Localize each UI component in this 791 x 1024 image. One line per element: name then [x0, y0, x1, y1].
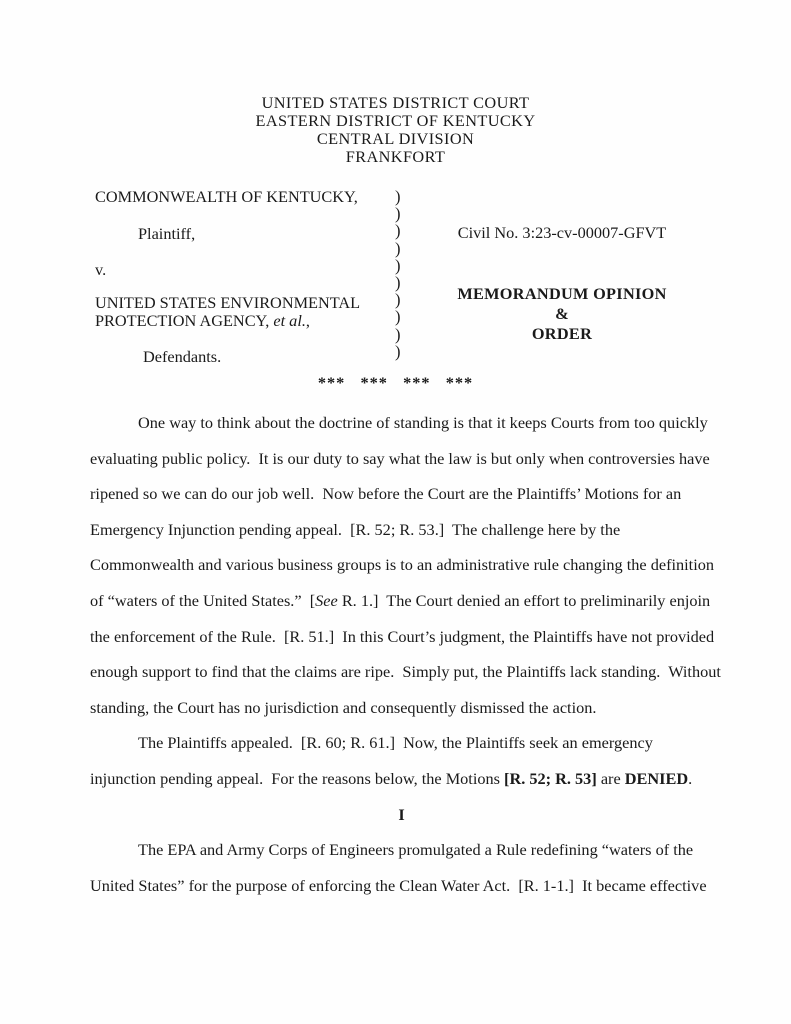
- opinion-body: [90, 405, 721, 903]
- text-segment: [R. 52; R. 53]: [504, 768, 597, 788]
- text-segment: injunction pending appeal. For the reasons below, the Motions: [90, 768, 505, 788]
- caption-right-column: [423, 188, 701, 366]
- case-caption: [95, 188, 701, 366]
- caption-paren: ): [395, 272, 401, 292]
- text-segment: enough support to find that the claims are ripe. Simply put, the Plaintiffs lack standing. Without: [90, 662, 721, 682]
- document-title-line: &: [555, 303, 569, 323]
- text-segment: .: [688, 768, 693, 788]
- document-title-line: ORDER: [531, 323, 593, 343]
- plaintiff-role: Plaintiff,: [138, 223, 196, 243]
- caption-paren: ): [395, 255, 401, 275]
- caption-paren: ): [395, 221, 401, 241]
- body-line: [90, 512, 713, 548]
- body-line: [90, 547, 713, 583]
- court-header-line: EASTERN DISTRICT OF KENTUCKY: [255, 111, 536, 130]
- asterisk-separator: *** *** *** ***: [317, 373, 474, 392]
- text-segment: Emergency Injunction pending appeal. [R. 52; R. 53.] The challenge here by the: [90, 519, 621, 539]
- text-segment: See: [315, 590, 338, 610]
- caption-paren: ): [395, 238, 401, 258]
- document-title: [423, 284, 701, 344]
- court-header-line: CENTRAL DIVISION: [316, 129, 475, 148]
- body-line: [90, 654, 721, 690]
- text-segment: I: [398, 804, 405, 824]
- text-segment: ,: [305, 311, 310, 330]
- caption-paren: ): [395, 307, 401, 327]
- text-segment: United States” for the purpose of enforcing the Clean Water Act. [R. 1-1.] It became effective: [90, 875, 707, 895]
- defendant-role: Defendants.: [143, 346, 222, 366]
- text-segment: One way to think about the doctrine of standing is that it keeps Courts from too quickly: [138, 413, 708, 432]
- versus-label: v.: [95, 260, 107, 279]
- document-title-line: MEMORANDUM OPINION: [457, 283, 667, 303]
- body-line: [90, 441, 713, 477]
- body-line: [90, 476, 713, 512]
- section-heading: [90, 797, 713, 833]
- text-segment: et al.: [273, 311, 306, 330]
- text-segment: Commonwealth and various business groups is to an administrative rule changing the definition: [90, 555, 715, 575]
- caption-paren: ): [395, 187, 401, 206]
- body-line: [90, 761, 713, 797]
- court-header: [0, 0, 791, 166]
- text-segment: evaluating public policy. It is our duty to say what the law is but only when controversies have: [90, 448, 710, 468]
- body-line: [90, 619, 713, 655]
- text-segment: ripened so we can do our job well. Now before the Court are the Plaintiffs’ Motions for an: [90, 484, 682, 504]
- plaintiff-name: COMMONWEALTH OF KENTUCKY,: [95, 187, 358, 206]
- text-segment: R. 1.] The Court denied an effort to preliminarily enjoin: [337, 590, 711, 610]
- body-line: [90, 725, 713, 761]
- text-segment: standing, the Court has no jurisdiction and consequently dismissed the action.: [90, 697, 597, 717]
- body-line: [90, 690, 713, 726]
- body-line: [90, 832, 713, 868]
- text-segment: the enforcement of the Rule. [R. 51.] In this Court’s judgment, the Plaintiffs have not provided: [90, 626, 715, 646]
- caption-paren: ): [395, 341, 401, 361]
- court-header-line: UNITED STATES DISTRICT COURT: [261, 93, 530, 112]
- text-segment: DENIED: [624, 768, 689, 788]
- text-segment: The Plaintiffs appealed. [R. 60; R. 61.] Now, the Plaintiffs seek an emergency: [138, 733, 653, 753]
- civil-case-number: Civil No. 3:23-cv-00007-GFVT: [457, 223, 667, 242]
- caption-paren-column: [395, 188, 423, 366]
- caption-parties: [95, 188, 395, 366]
- caption-paren: ): [395, 204, 401, 224]
- text-segment: of “waters of the United States.” [: [90, 590, 316, 610]
- body-line: [90, 868, 713, 904]
- defendant-name-line1: UNITED STATES ENVIRONMENTAL: [95, 292, 361, 312]
- caption-paren: ): [395, 290, 401, 310]
- defendant-name-line2: [95, 312, 395, 331]
- body-line: [90, 405, 713, 441]
- body-line: [90, 583, 713, 619]
- text-segment: The EPA and Army Corps of Engineers promulgated a Rule redefining “waters of the: [138, 840, 694, 860]
- caption-paren: ): [395, 324, 401, 344]
- court-header-line: FRANKFORT: [345, 147, 446, 166]
- text-segment: PROTECTION AGENCY,: [95, 311, 274, 330]
- text-segment: are: [596, 768, 625, 788]
